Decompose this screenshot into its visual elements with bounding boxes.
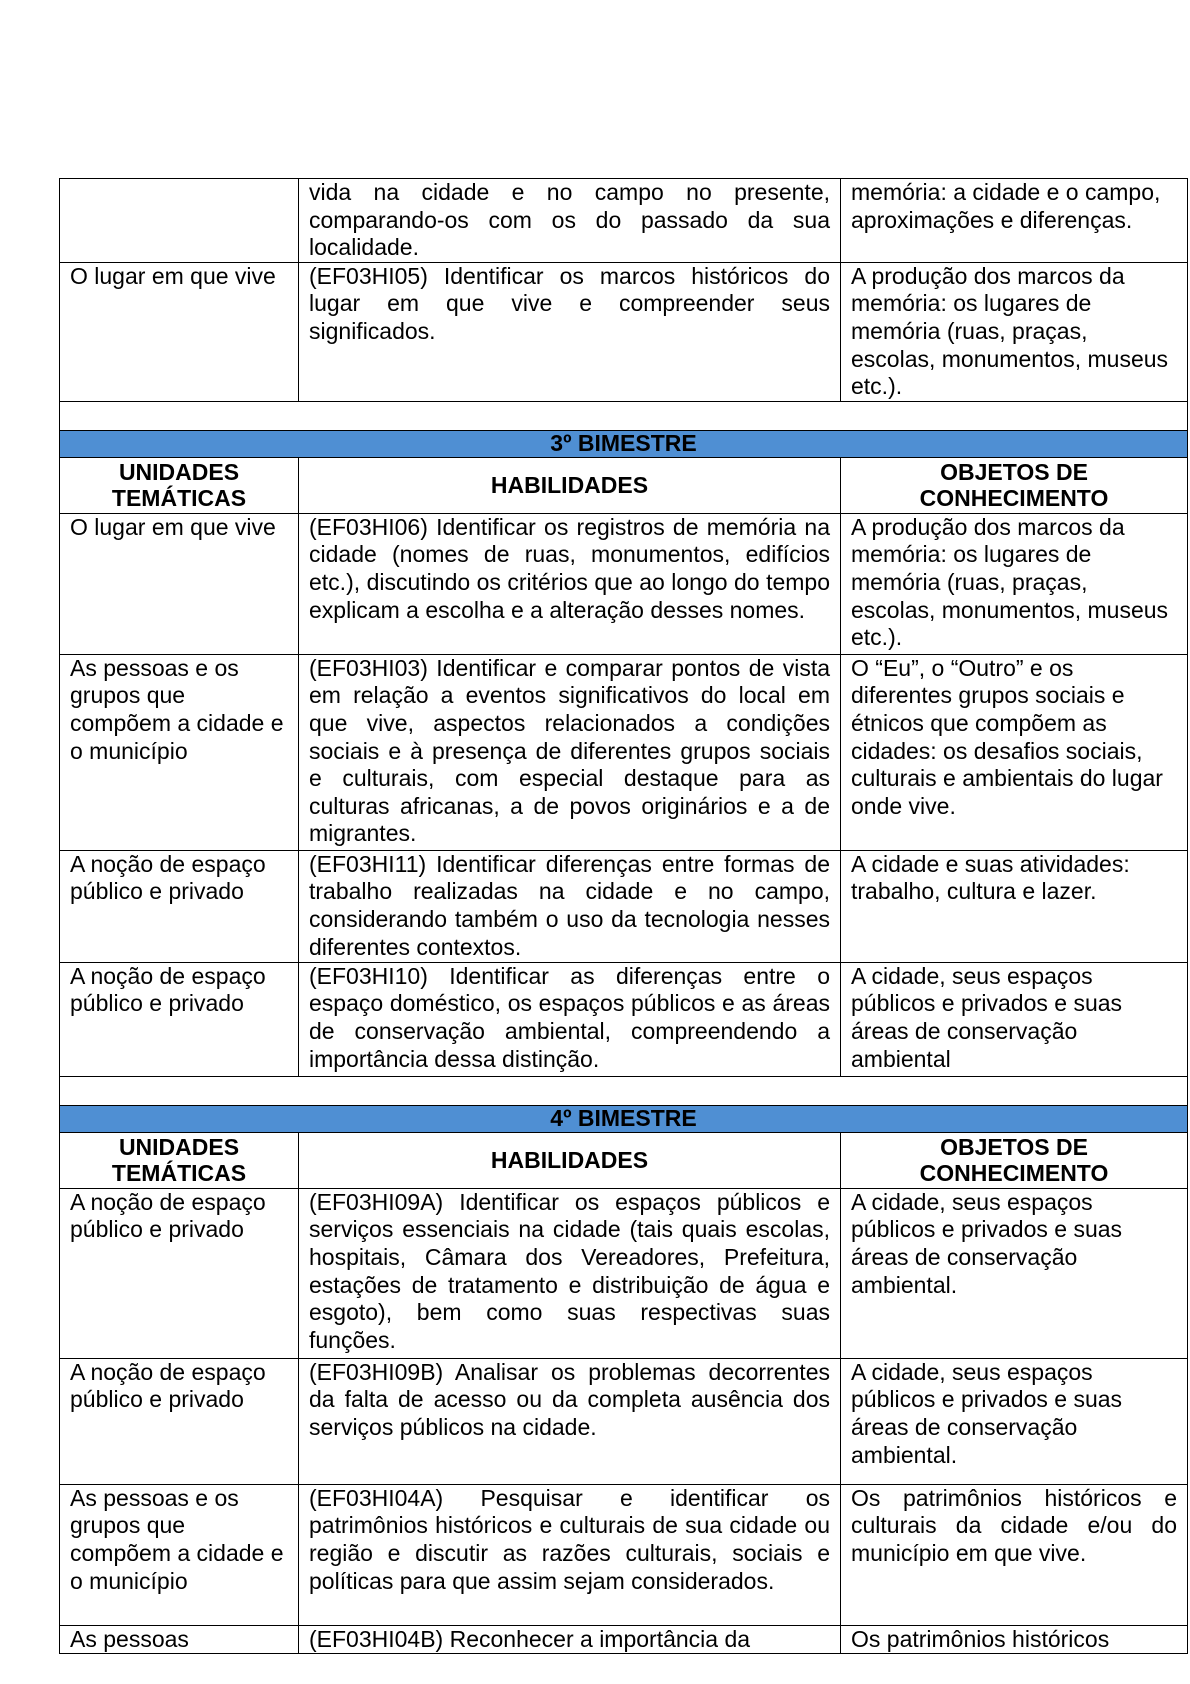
- header-text: UNIDADES: [118, 1134, 240, 1161]
- spacer-row: [60, 401, 1188, 430]
- table-row: [60, 262, 1188, 401]
- unit-cell: O lugar em que vive: [60, 262, 299, 401]
- skill-cell: (EF03HI05) Identificar os marcos históricos do lugar em que vive e compreender seus significados.: [299, 262, 841, 401]
- header-text: OBJETOS DE: [940, 1134, 1088, 1161]
- skill-cell: (EF03HI04A) Pesquisar e identificar os patrimônios históricos e culturais de sua cidade ou região e discutir as razões culturais, sociais e políticas para que assim sejam considerados.: [299, 1484, 841, 1625]
- unit-cell: A noção de espaço público e privado: [60, 850, 299, 962]
- table-row: [60, 1358, 1188, 1484]
- table-row: [60, 1625, 1188, 1654]
- object-cell: A produção dos marcos da memória: os lugares de memória (ruas, praças, escolas, monumentos, museus etc.).: [841, 262, 1188, 401]
- unit-cell: A noção de espaço público e privado: [60, 1358, 299, 1484]
- skill-cell: (EF03HI09B) Analisar os problemas decorrentes da falta de acesso ou da completa ausência dos serviços públicos na cidade.: [299, 1358, 841, 1484]
- object-cell: O “Eu”, o “Outro” e os diferentes grupos sociais e étnicos que compõem as cidades: os desafios sociais, culturais e ambientais do lugar onde vive.: [841, 654, 1188, 850]
- object-cell: A cidade, seus espaços públicos e privados e suas áreas de conservação ambiental: [841, 962, 1188, 1076]
- skill-cell: vida na cidade e no campo no presente, comparando-os com os do passado da sua localidade.: [299, 179, 841, 263]
- unit-cell: A noção de espaço público e privado: [60, 1188, 299, 1358]
- header-text: UNIDADES: [118, 459, 240, 486]
- table-row: [60, 179, 1188, 263]
- table-row: [60, 850, 1188, 962]
- header-text: TEMÁTICAS: [111, 485, 247, 512]
- spacer-row: [60, 1076, 1188, 1105]
- object-cell: Os patrimônios históricos e culturais da cidade e/ou do município em que vive.: [841, 1484, 1188, 1625]
- skill-cell: (EF03HI04B) Reconhecer a importância da: [299, 1625, 841, 1654]
- skill-cell: (EF03HI10) Identificar as diferenças entre o espaço doméstico, os espaços públicos e as áreas de conservação ambiental, compreendendo a importância dessa distinção.: [299, 962, 841, 1076]
- unit-cell: A noção de espaço público e privado: [60, 962, 299, 1076]
- table-row: [60, 1188, 1188, 1358]
- header-text: TEMÁTICAS: [111, 1160, 247, 1187]
- header-text: OBJETOS DE: [940, 459, 1088, 486]
- bimester-header-3: [60, 430, 1188, 457]
- header-unidades: [60, 1132, 299, 1188]
- header-objetos: [841, 1132, 1188, 1188]
- curriculum-table: [59, 178, 1188, 1654]
- object-cell: A cidade e suas atividades: trabalho, cultura e lazer.: [841, 850, 1188, 962]
- unit-cell: As pessoas e os grupos que compõem a cidade e o município: [60, 1484, 299, 1625]
- skill-cell: (EF03HI03) Identificar e comparar pontos de vista em relação a eventos significativos do local em que vive, aspectos relacionados a condições sociais e à presença de diferentes grupos sociais e culturais, com especial destaque para as culturas africanas, a de povos originários e a de migrantes.: [299, 654, 841, 850]
- header-habilidades: HABILIDADES: [299, 1132, 841, 1188]
- object-cell: A cidade, seus espaços públicos e privados e suas áreas de conservação ambiental.: [841, 1188, 1188, 1358]
- table-row: [60, 1484, 1188, 1625]
- bimester-title: 3º BIMESTRE: [60, 430, 1188, 457]
- table-row: [60, 962, 1188, 1076]
- header-text: CONHECIMENTO: [919, 485, 1109, 512]
- table-row: [60, 513, 1188, 654]
- skill-cell: (EF03HI06) Identificar os registros de memória na cidade (nomes de ruas, monumentos, edifícios etc.), discutindo os critérios que ao longo do tempo explicam a escolha e a alteração desses nomes.: [299, 513, 841, 654]
- skill-cell: (EF03HI09A) Identificar os espaços públicos e serviços essenciais na cidade (tais quais escolas, hospitais, Câmara dos Vereadores, Prefeitura, estações de tratamento e distribuição de água e esgoto), bem como suas respectivas suas funções.: [299, 1188, 841, 1358]
- unit-cell: As pessoas e os grupos que compõem a cidade e o município: [60, 654, 299, 850]
- object-cell: memória: a cidade e o campo, aproximações e diferenças.: [841, 179, 1188, 263]
- header-unidades: [60, 457, 299, 513]
- table-row: [60, 654, 1188, 850]
- object-cell: A cidade, seus espaços públicos e privados e suas áreas de conservação ambiental.: [841, 1358, 1188, 1484]
- unit-cell: [60, 179, 299, 263]
- object-cell: Os patrimônios históricos: [841, 1625, 1188, 1654]
- unit-cell: O lugar em que vive: [60, 513, 299, 654]
- bimester-title: 4º BIMESTRE: [60, 1105, 1188, 1132]
- header-text: CONHECIMENTO: [919, 1160, 1109, 1187]
- column-header-row: [60, 457, 1188, 513]
- skill-cell: (EF03HI11) Identificar diferenças entre formas de trabalho realizadas na cidade e no campo, considerando também o uso da tecnologia nesses diferentes contextos.: [299, 850, 841, 962]
- bimester-header-4: [60, 1105, 1188, 1132]
- object-cell: A produção dos marcos da memória: os lugares de memória (ruas, praças, escolas, monumentos, museus etc.).: [841, 513, 1188, 654]
- column-header-row: [60, 1132, 1188, 1188]
- header-objetos: [841, 457, 1188, 513]
- header-habilidades: HABILIDADES: [299, 457, 841, 513]
- unit-cell: As pessoas: [60, 1625, 299, 1654]
